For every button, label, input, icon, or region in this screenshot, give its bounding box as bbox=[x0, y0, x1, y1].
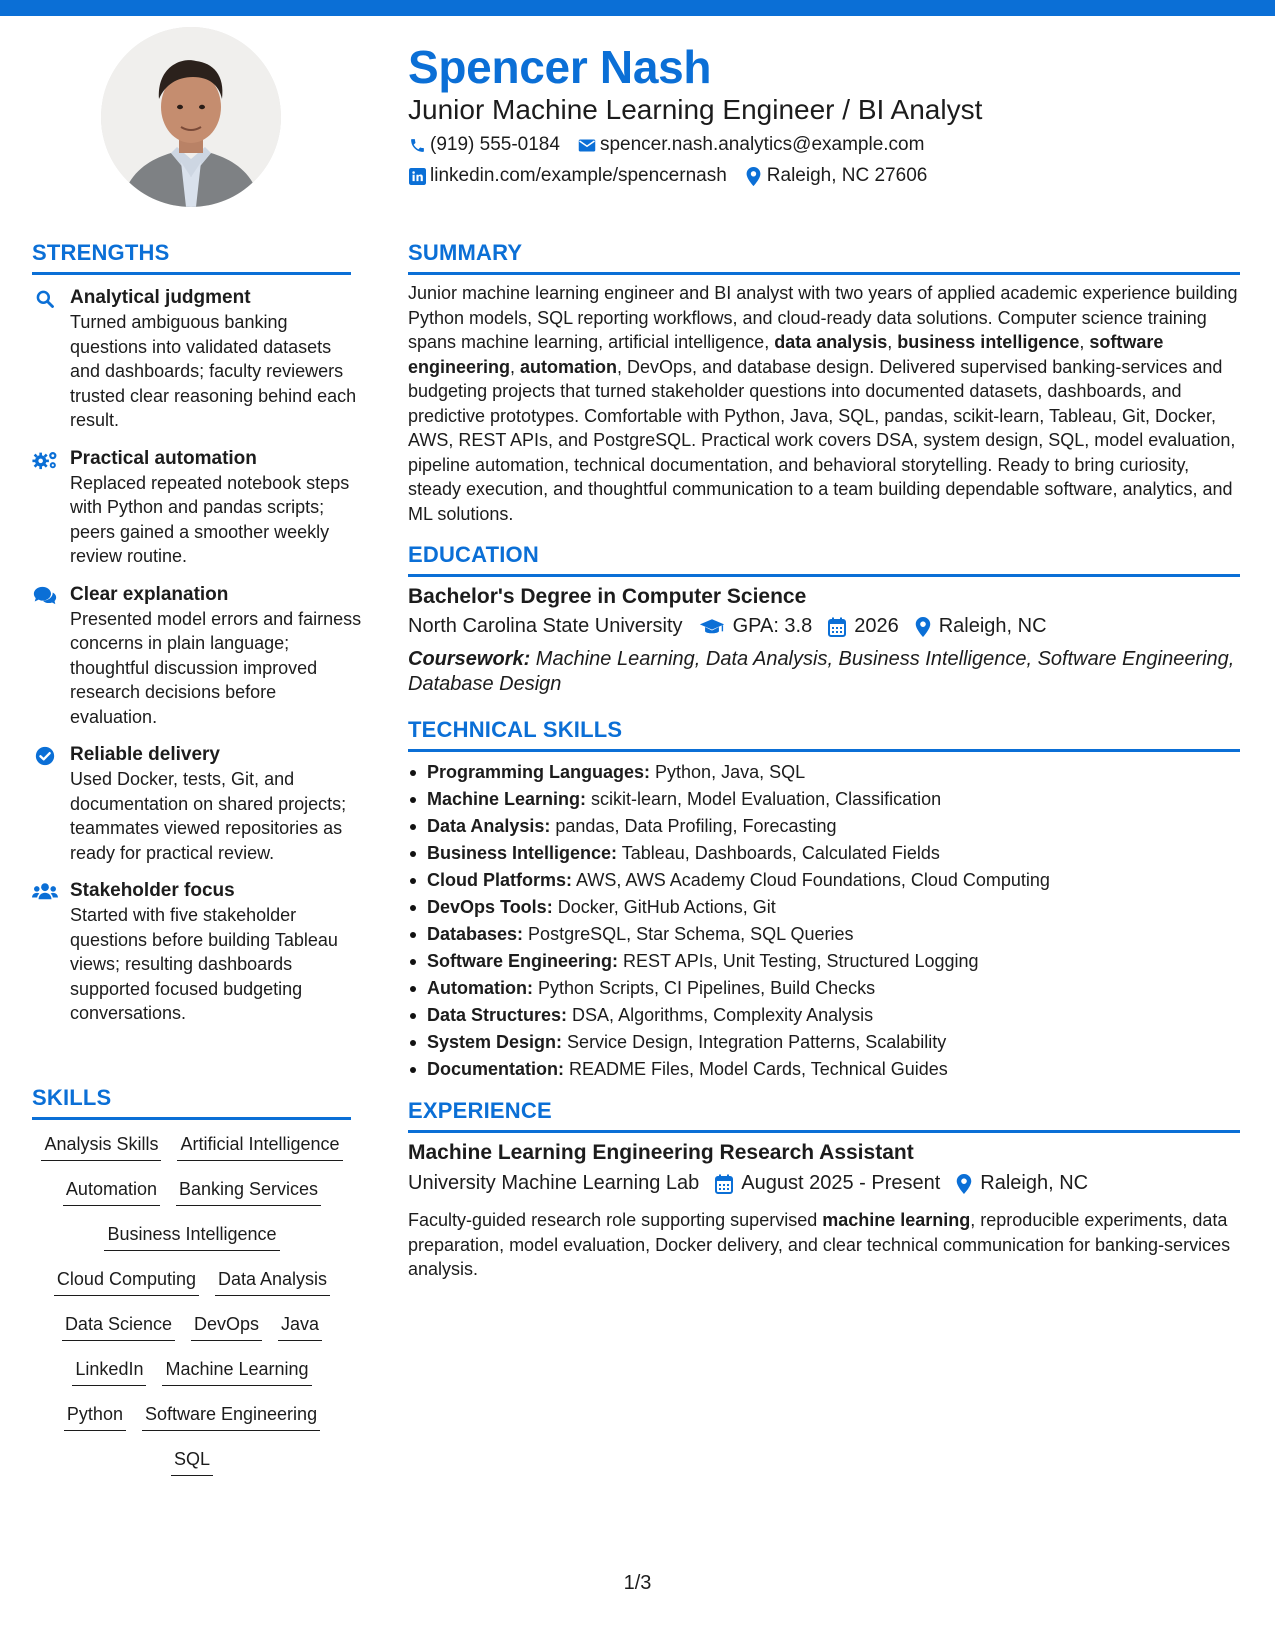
page-number: 1/3 bbox=[623, 1572, 652, 1594]
summary-keyword: software engineering bbox=[408, 332, 1164, 377]
strength-text: Used Docker, tests, Git, and documentation on shared projects; teammates viewed repositories as ready for practical review. bbox=[70, 769, 347, 863]
job-location-item bbox=[956, 1172, 1088, 1195]
skill-tag: Data Science bbox=[62, 1313, 175, 1341]
skill-tag: Artificial Intelligence bbox=[177, 1133, 342, 1161]
skills-row bbox=[32, 1358, 352, 1403]
technical-skills-rule bbox=[408, 749, 1240, 752]
contact-row-2 bbox=[408, 165, 945, 187]
skill-tag: Banking Services bbox=[176, 1178, 321, 1206]
skill-category: System Design: bbox=[427, 1032, 563, 1052]
list-item bbox=[408, 949, 1248, 976]
skill-values: scikit-learn, Model Evaluation, Classification bbox=[586, 789, 942, 809]
skill-category: Programming Languages: bbox=[427, 762, 651, 782]
summary-keyword: data analysis bbox=[774, 332, 888, 352]
summary-text: Junior machine learning engineer and BI analyst with two years of applied academic experience building Python models, SQL reporting workflows, and cloud-ready data solutions. Computer science training spans machine learning, artificial intelligence, bbox=[408, 283, 1238, 352]
list-item bbox=[408, 895, 1248, 922]
skills-heading: SKILLS bbox=[32, 1085, 112, 1110]
strength-heading: Reliable delivery bbox=[70, 744, 220, 765]
skill-values: Docker, GitHub Actions, Git bbox=[552, 897, 776, 917]
list-item bbox=[408, 814, 1248, 841]
summary-rule bbox=[408, 272, 1240, 275]
skill-tag: Automation bbox=[63, 1178, 160, 1206]
coursework bbox=[408, 647, 1248, 697]
strength-text: Turned ambiguous banking questions into validated datasets and dashboards; faculty reviewers trusted clear reasoning behind each result. bbox=[70, 312, 357, 430]
calendar-icon bbox=[715, 1174, 733, 1194]
list-item bbox=[408, 841, 1248, 868]
strength-text: Started with five stakeholder questions before building Tableau views; resulting dashboards supported focused budgeting conversations. bbox=[70, 905, 338, 1023]
coursework-text: Machine Learning, Data Analysis, Business Intelligence, Software Engineering, Database Design bbox=[408, 648, 1235, 695]
skill-values: Python Scripts, CI Pipelines, Build Checks bbox=[532, 978, 876, 998]
school-name: North Carolina State University bbox=[408, 615, 683, 637]
skill-values: Python, Java, SQL bbox=[650, 762, 806, 782]
skill-tag: Cloud Computing bbox=[54, 1268, 199, 1296]
skills-rule bbox=[32, 1117, 351, 1120]
skill-values: Tableau, Dashboards, Calculated Fields bbox=[617, 843, 940, 863]
summary-heading: SUMMARY bbox=[408, 240, 523, 265]
job-details bbox=[408, 1172, 1104, 1195]
strengths-rule bbox=[32, 272, 351, 275]
strength-heading: Practical automation bbox=[70, 447, 257, 469]
summary-text: , DevOps, and database design. Delivered supervised banking-services and budgeting projects that turned stakeholder questions into documented datasets, dashboards, and predictive prototypes. Comfortable with Python, Java, SQL, pandas, scikit-learn, Tableau, Git, Docker, AWS, REST APIs, and PostgreSQL. Practical work covers DSA, system design, SQL, model evaluation, pipeline automation, technical documentation, and behavioral storytelling. Ready to bring curiosity, steady execution, and thoughtful communication to a team building dependable software, analytics, and ML solutions. bbox=[408, 356, 1236, 524]
location-item bbox=[745, 165, 928, 187]
skill-category: Business Intelligence: bbox=[427, 843, 618, 863]
phone-item bbox=[408, 134, 560, 156]
education-rule bbox=[408, 574, 1240, 577]
list-item bbox=[408, 868, 1248, 895]
email-link[interactable]: spencer.nash.analytics@example.com bbox=[599, 134, 925, 155]
list-item bbox=[408, 922, 1248, 949]
skill-values: PostgreSQL, Star Schema, SQL Queries bbox=[523, 924, 854, 944]
list-item bbox=[408, 976, 1248, 1003]
skill-category: DevOps Tools: bbox=[427, 897, 553, 917]
skill-tag: Java bbox=[278, 1313, 322, 1341]
map-pin-icon bbox=[745, 167, 763, 185]
skill-tag: Machine Learning bbox=[162, 1358, 311, 1386]
skills-row bbox=[32, 1313, 352, 1358]
skill-tag: Data Analysis bbox=[215, 1268, 330, 1296]
phone-text: (919) 555-0184 bbox=[430, 134, 560, 155]
skill-values: AWS, AWS Academy Cloud Foundations, Cloud Computing bbox=[572, 870, 1050, 890]
job-desc-keyword: machine learning bbox=[822, 1210, 971, 1230]
strength-text: Presented model errors and fairness concerns in plain language; thoughtful discussion improved research decisions before evaluation. bbox=[70, 608, 362, 727]
strength-item bbox=[32, 286, 362, 433]
technical-skills-list bbox=[408, 760, 1248, 1084]
skill-values: pandas, Data Profiling, Forecasting bbox=[550, 816, 837, 836]
skill-category: Databases: bbox=[427, 924, 524, 944]
linkedin-link[interactable]: linkedin.com/example/spencernash bbox=[430, 165, 727, 186]
graduation-cap-icon bbox=[699, 618, 725, 636]
calendar-icon bbox=[828, 617, 846, 637]
skills-row bbox=[32, 1223, 352, 1268]
skill-tag: LinkedIn bbox=[72, 1358, 146, 1386]
profile-photo bbox=[101, 27, 281, 207]
summary-keyword: business intelligence bbox=[897, 332, 1080, 352]
summary-paragraph bbox=[408, 281, 1240, 526]
map-pin-icon bbox=[915, 617, 931, 637]
job-desc-text: Faculty-guided research role supporting supervised bbox=[408, 1210, 823, 1230]
list-item bbox=[408, 1003, 1248, 1030]
grad-year-text: 2026 bbox=[854, 615, 899, 637]
skill-tag: Business Intelligence bbox=[104, 1223, 279, 1251]
experience-rule bbox=[408, 1130, 1240, 1133]
skill-values: REST APIs, Unit Testing, Structured Logging bbox=[618, 951, 979, 971]
skill-tag: Analysis Skills bbox=[41, 1133, 161, 1161]
skill-category: Data Analysis: bbox=[427, 816, 551, 836]
strengths-list bbox=[32, 286, 362, 1040]
summary-keyword: automation bbox=[520, 356, 618, 377]
map-pin-icon bbox=[956, 1174, 972, 1194]
summary-separator: , bbox=[887, 332, 898, 352]
skill-values: DSA, Algorithms, Complexity Analysis bbox=[567, 1005, 874, 1025]
strength-heading: Stakeholder focus bbox=[70, 880, 235, 901]
email-item[interactable] bbox=[578, 134, 925, 156]
linkedin-item[interactable] bbox=[408, 165, 727, 187]
envelope-icon bbox=[578, 136, 596, 154]
school-location-text: Raleigh, NC bbox=[938, 615, 1047, 637]
skills-row bbox=[32, 1403, 352, 1448]
job-description bbox=[408, 1208, 1248, 1282]
skill-category: Data Structures: bbox=[427, 1005, 568, 1025]
coursework-label: Coursework: bbox=[408, 648, 531, 670]
skills-row bbox=[32, 1268, 352, 1313]
check-circle-icon bbox=[32, 743, 58, 865]
list-item bbox=[408, 1030, 1248, 1057]
strength-item bbox=[32, 583, 362, 730]
skills-row bbox=[32, 1133, 352, 1178]
skill-values: Service Design, Integration Patterns, Scalability bbox=[562, 1032, 947, 1052]
summary-separator: , bbox=[510, 356, 521, 377]
top-accent-bar bbox=[0, 0, 1275, 16]
strength-text: Replaced repeated notebook steps with Python and pandas scripts; peers gained a smoother weekly review routine. bbox=[70, 472, 350, 566]
summary-separator: , bbox=[1079, 332, 1090, 352]
job-dates-item bbox=[715, 1172, 940, 1195]
job-dates-text: August 2025 - Present bbox=[741, 1172, 941, 1194]
education-heading: EDUCATION bbox=[408, 542, 539, 567]
users-icon bbox=[32, 879, 58, 1026]
skill-tag: DevOps bbox=[191, 1313, 262, 1341]
skills-row bbox=[32, 1178, 352, 1223]
skill-category: Machine Learning: bbox=[427, 789, 587, 809]
phone-icon bbox=[408, 136, 426, 154]
skill-values: README Files, Model Cards, Technical Guides bbox=[564, 1059, 948, 1079]
employer-name: University Machine Learning Lab bbox=[408, 1172, 700, 1194]
list-item bbox=[408, 787, 1248, 814]
candidate-name: Spencer Nash bbox=[408, 41, 712, 93]
skills-row bbox=[32, 1448, 352, 1493]
linkedin-icon bbox=[408, 167, 426, 185]
job-location-text: Raleigh, NC bbox=[980, 1172, 1089, 1194]
skill-tag: Software Engineering bbox=[142, 1403, 320, 1431]
skill-category: Cloud Platforms: bbox=[427, 870, 573, 890]
degree-title: Bachelor's Degree in Computer Science bbox=[408, 585, 807, 608]
strength-item bbox=[32, 447, 362, 569]
candidate-title: Junior Machine Learning Engineer / BI Analyst bbox=[408, 94, 983, 125]
skill-tag: Python bbox=[64, 1403, 126, 1431]
strength-heading: Clear explanation bbox=[70, 583, 229, 605]
skill-category: Documentation: bbox=[427, 1059, 564, 1079]
experience-heading: EXPERIENCE bbox=[408, 1098, 552, 1123]
list-item bbox=[408, 760, 1248, 787]
grad-year-item bbox=[828, 615, 899, 638]
contact-row-1 bbox=[408, 134, 942, 156]
comments-icon bbox=[32, 583, 58, 730]
skill-category: Automation: bbox=[427, 978, 533, 998]
technical-skills-heading: TECHNICAL SKILLS bbox=[408, 717, 623, 742]
school-location-item bbox=[915, 615, 1047, 638]
gears-icon bbox=[32, 447, 58, 569]
job-title: Machine Learning Engineering Research Assistant bbox=[408, 1141, 914, 1164]
skill-tag: SQL bbox=[171, 1448, 213, 1476]
skill-category: Software Engineering: bbox=[427, 951, 619, 971]
job-desc-text: , reproducible experiments, data preparation, model evaluation, Docker delivery, and clear technical communication for banking-services analysis. bbox=[408, 1210, 1231, 1279]
strengths-heading: STRENGTHS bbox=[32, 240, 170, 265]
skills-tag-cloud bbox=[32, 1133, 352, 1493]
list-item bbox=[408, 1057, 1248, 1084]
strength-item bbox=[32, 879, 362, 1026]
gpa-item bbox=[699, 615, 813, 638]
strength-item bbox=[32, 743, 362, 865]
gpa-text: GPA: 3.8 bbox=[732, 615, 813, 637]
magnifier-icon bbox=[32, 286, 58, 433]
education-details bbox=[408, 615, 1063, 638]
location-text: Raleigh, NC 27606 bbox=[766, 165, 928, 186]
strength-heading: Analytical judgment bbox=[70, 287, 251, 308]
